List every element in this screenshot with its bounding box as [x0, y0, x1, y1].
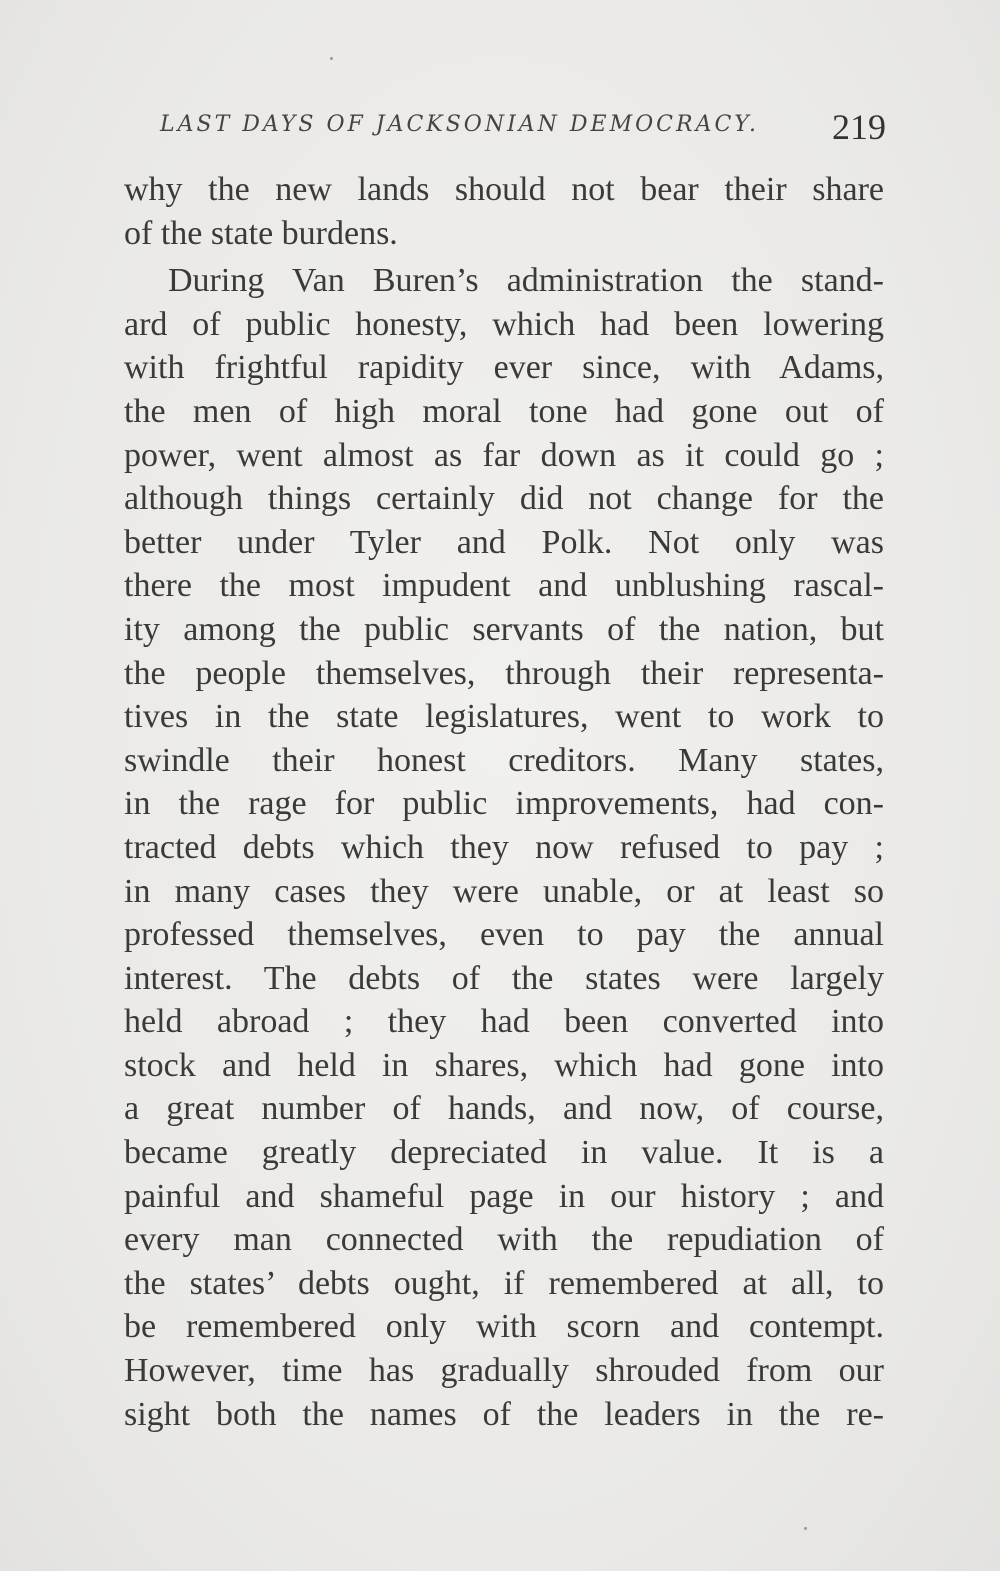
- text-line: became greatly depreciated in value. It is a: [124, 1134, 884, 1172]
- paper-speck: [330, 57, 333, 60]
- text-line: a great number of hands, and now, of course,: [124, 1090, 884, 1128]
- paragraph: [124, 168, 884, 255]
- text-line: the states’ debts ought, if remembered at all, to: [124, 1264, 884, 1302]
- text-line: During Van Buren’s administration the stand-: [168, 262, 884, 300]
- text-line: why the new lands should not bear their share: [124, 171, 884, 208]
- text-line: of the state burdens.: [124, 214, 398, 252]
- text-line: ard of public honesty, which had been lowering: [124, 305, 884, 343]
- text-line: with frightful rapidity ever since, with Adams,: [124, 349, 884, 387]
- text-line: held abroad ; they had been converted into: [124, 1003, 884, 1041]
- text-line: tives in the state legislatures, went to work to: [124, 698, 884, 736]
- text-line: painful and shameful page in our history ; and: [124, 1177, 884, 1215]
- text-line: the men of high moral tone had gone out of: [124, 392, 884, 430]
- text-line: ity among the public servants of the nation, but: [124, 610, 884, 648]
- text-line: there the most impudent and unblushing rascal-: [124, 567, 884, 605]
- text-line: in the rage for public improvements, had con-: [124, 785, 884, 823]
- text-line: be remembered only with scorn and contempt.: [124, 1308, 884, 1346]
- text-line: although things certainly did not change for the: [124, 480, 884, 518]
- text-line: tracted debts which they now refused to pay ;: [124, 828, 884, 866]
- text-line: every man connected with the repudiation of: [124, 1221, 884, 1259]
- text-line: power, went almost as far down as it could go ;: [124, 436, 884, 474]
- text-line: However, time has gradually shrouded from our: [124, 1352, 884, 1390]
- text-line: the people themselves, through their representa-: [124, 654, 884, 692]
- text-line: in many cases they were unable, or at least so: [124, 872, 884, 910]
- body-text: [124, 168, 884, 1436]
- running-title: LAST DAYS OF JACKSONIAN DEMOCRACY.: [160, 112, 759, 137]
- page-number: 219: [832, 107, 886, 147]
- running-head: [160, 102, 890, 152]
- text-line: swindle their honest creditors. Many states,: [124, 741, 884, 779]
- paper-speck: [804, 1527, 807, 1530]
- paragraph: [124, 259, 884, 1436]
- text-line: interest. The debts of the states were largely: [124, 959, 884, 997]
- text-line: stock and held in shares, which had gone into: [124, 1046, 884, 1084]
- text-line: professed themselves, even to pay the annual: [124, 916, 884, 954]
- text-line: better under Tyler and Polk. Not only was: [124, 523, 884, 561]
- text-line: sight both the names of the leaders in the re-: [124, 1395, 884, 1433]
